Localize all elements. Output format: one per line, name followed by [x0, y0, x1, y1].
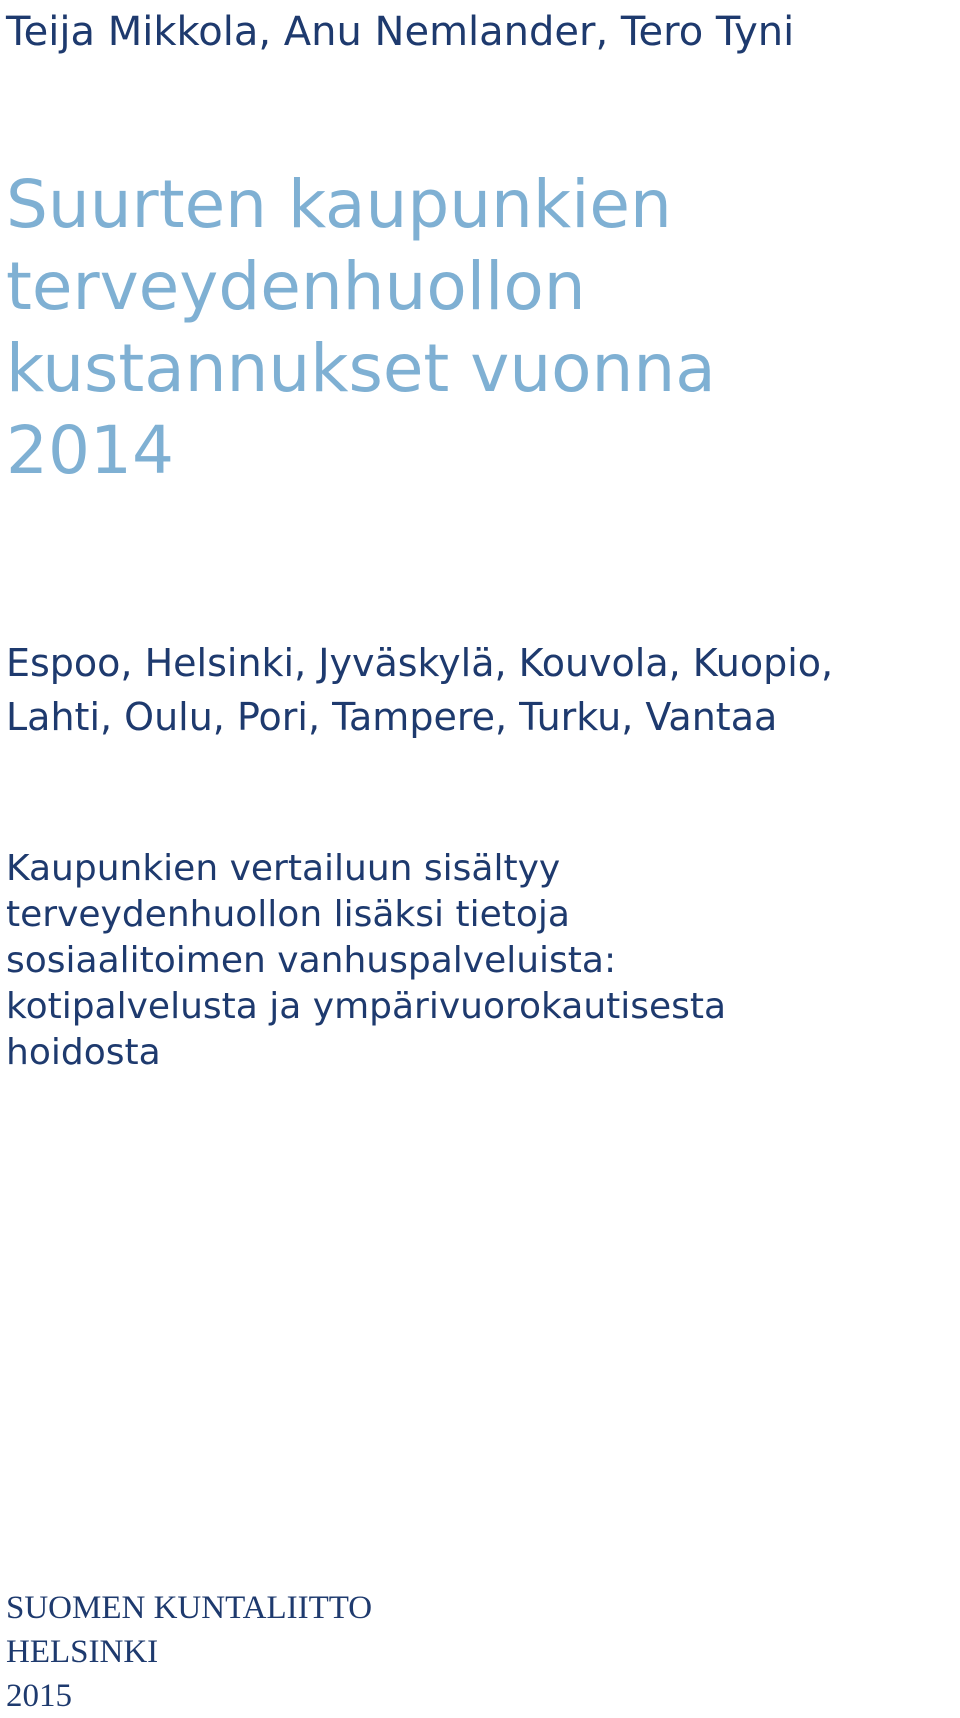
- publisher-block: [6, 1586, 372, 1718]
- title-line: kustannukset vuonna: [6, 330, 716, 407]
- title-line: Suurten kaupunkien: [6, 166, 672, 243]
- description-line: sosiaalitoimen vanhuspalveluista:: [6, 940, 617, 981]
- publication-year: 2015: [6, 1678, 72, 1714]
- title-line: 2014: [6, 412, 174, 489]
- city-list: [6, 636, 833, 744]
- title-line: terveydenhuollon: [6, 248, 586, 325]
- city-list-line: Espoo, Helsinki, Jyväskylä, Kouvola, Kuopio,: [6, 641, 834, 685]
- description: [6, 846, 726, 1076]
- description-line: kotipalvelusta ja ympärivuorokautisesta: [6, 986, 727, 1027]
- description-line: terveydenhuollon lisäksi tietoja: [6, 894, 570, 935]
- description-line: Kaupunkien vertailuun sisältyy: [6, 848, 561, 889]
- city-list-line: Lahti, Oulu, Pori, Tampere, Turku, Vantaa: [6, 695, 778, 739]
- authors: Teija Mikkola, Anu Nemlander, Tero Tyni: [6, 9, 795, 55]
- publisher-city: HELSINKI: [6, 1634, 159, 1670]
- publisher-name: SUOMEN KUNTALIITTO: [6, 1590, 373, 1626]
- document-title: [6, 164, 716, 492]
- description-line: hoidosta: [6, 1032, 161, 1073]
